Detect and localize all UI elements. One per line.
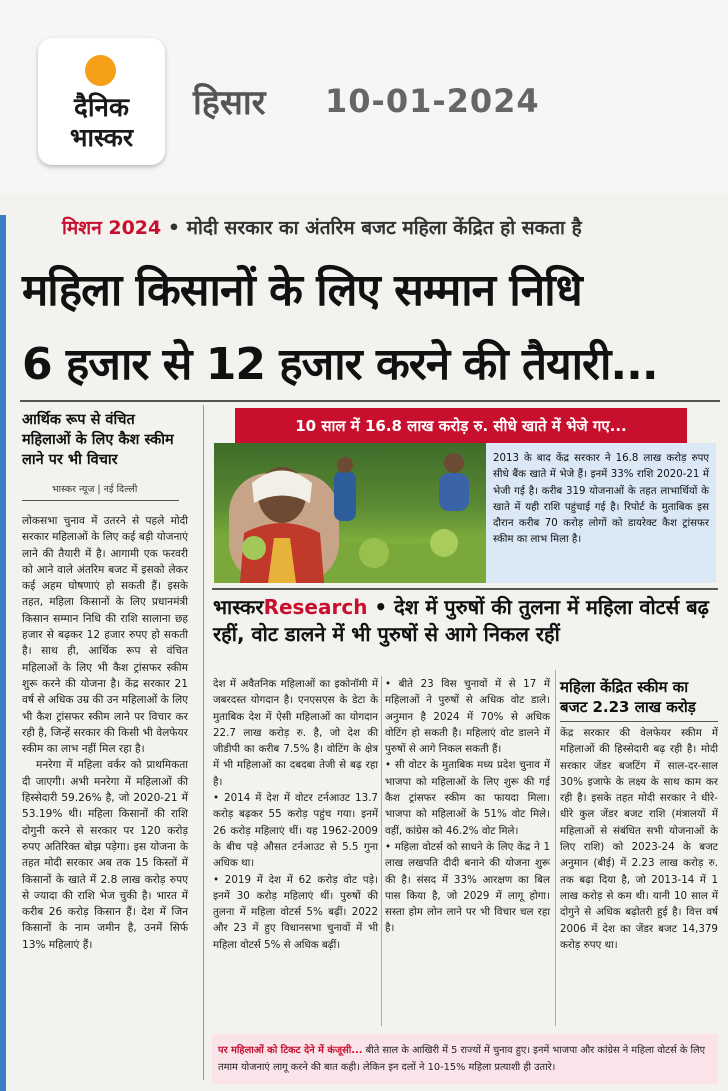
research-brand: भास्कर — [213, 595, 264, 619]
column-1-para-1: लोकसभा चुनाव में उतरने से पहले मोदी सरकार महिलाओं के लिए कई बड़ी योजनाएं लाने की तैयारी में है। आगामी एक फरवरी को आने वाले अंतरिम बजट में इसको लेकर कई अहम घोषणाएं हो सकती हैं। इसके तहत, महिला किसानों के लिए प्रधानमंत्री किसान सम्मान निधि की राशि सालाना छह हजार से बढ़कर 12 हजार रुपए हो सकती है। साथ ही, आर्थिक रूप से वंचित महिलाओं के लिए भी कैश ट्रांसफर स्कीम शुरू करने की योजना है। केंद्र सरकार 21 वर्ष से अधिक उम्र की उन महिलाओं के लिए भी कैश ट्रांसफर स्कीम लाने पर विचार कर रही है, जिन्हें सरकार की किसी भी वेलफेयर स्कीम का लाभ नहीं मिल रहा है। — [22, 515, 188, 756]
column-2-para-3: • 2019 में देश में 62 करोड़ वोट पड़े। इनमें 30 करोड़ महिलाएं थीं। पुरुषों की तुलना में महिला वोटर्स 5% बढ़ीं। 2022 और 23 में हुए विधानसभा चुनावों में भी महिला वोटर्स 5% से अधिक बढ़ीं। — [213, 873, 378, 951]
edition-city: हिसार — [193, 83, 266, 123]
headline-line-1: महिला किसानों के लिए सम्मान निधि — [22, 265, 582, 316]
column-divider — [203, 405, 204, 1080]
column-1 — [22, 513, 188, 953]
column-3-para-1: • बीते 23 विस चुनावों में से 17 में महिलाओं ने पुरुषों से अधिक वोट डाले। अनुमान है 2024 में 70% से अधिक वोटिंग हो सकती है। महिलाएं वोट डालने में पुरुषों से आगे निकल सकती हैं। — [385, 678, 550, 756]
side-heading: आर्थिक रूप से वंचित महिलाओं के लिए कैश स्कीम लाने पर भी विचार — [22, 412, 174, 468]
research-rule — [212, 588, 718, 590]
column-2-para-2: • 2014 में देश में वोटर टर्नआउट 13.7 करोड़ बढ़कर 55 करोड़ पहुंच गया। इनमें 26 करोड़ महिलाएं थीं। यह 1962-2009 के बीच पड़े औसत टर्नआउट से 5.5 गुना अधिक था। — [213, 792, 378, 870]
research-title: • देश में पुरुषों की तुलना में महिला वोटर्स बढ़ रहीं, वोट डालने में भी पुरुषों से आगे निकल रहीं — [213, 595, 709, 646]
footer-text-block — [218, 1042, 714, 1076]
dbt-info-text: 2013 के बाद केंद्र सरकार ने 16.8 लाख करोड़ रुपए सीधे बैंक खाते में भेजे हैं। इनमें 33% राशि 2020-21 में भेजी गई है। करीब 319 योजनाओं के तहत लाभार्थियों के खाते में यही राशि पहुंचाई गई है। रिपोर्ट के मुताबिक इस दौरान करीब 70 करोड़ लोगों को डायरेक्ट कैश ट्रांसफर स्कीम का लाभ मिला है। — [493, 453, 709, 546]
byline: भास्कर न्यूज | नई दिल्ली — [52, 484, 138, 495]
column-3-para-3: • महिला वोटर्स को साधने के लिए केंद्र ने 1 लाख लखपति दीदी बनाने की योजना शुरू की है। संसद में 33% आरक्षण का बिल पास किया है, जो 2029 में लागू होगा। सस्ता होम लोन लाने पर भी विचार चल रहा है। — [385, 840, 550, 935]
kicker-text: • मोदी सरकार का अंतरिम बजट महिला केंद्रित हो सकता है — [161, 217, 582, 239]
gender-budget-text: केंद्र सरकार की वेलफेयर स्कीम में महिलाओं की हिस्सेदारी बढ़ रही है। मोदी सरकार जेंडर बजटिंग में साल-दर-साल 30% इजाफे के लक्ष्य के साथ काम कर रही है। इसके तहत मोदी सरकार ने धीरे-धीरे कुल जेंडर बजट राशि (मंत्रालयों में महिलाओं से संबंधित सभी योजनाओं के लिए राशि) को 2023-24 के बजट अनुमान (बीई) में 2.23 लाख करोड़ रु. तक बढ़ा दिया है, जो 2013-14 में 1 लाख करोड़ से कम थी। यानी 10 साल में दोगुने से अधिक बढ़ोतरी हुई है। वित्त वर्ष 2006 में देश का जेंडर बजट 14,379 करोड़ रुपए था। — [560, 727, 718, 951]
footer-red-lead: पर महिलाओं को टिकट देने में कंजूसी... — [218, 1045, 363, 1056]
page-edge-bar — [0, 215, 6, 1091]
column-3 — [385, 676, 550, 937]
column-1-para-2: मनरेगा में महिला वर्कर को प्राथमिकता दी जाएगी। अभी मनरेगा में महिलाओं की हिस्सेदारी 59.26% है, जो 2020-21 में 53.19% थी। महिला किसानों की राशि दोगुनी करने से सरकार पर 120 करोड़ रुपए अतिरिक्त बोझ पड़ेगा। इस योजना के तहत मोदी सरकार अब तक 15 किस्तों में किसानों के खाते में 2.8 लाख करोड़ रुपए से ज्यादा की राशि भेज चुकी है। भारत में करीब 26 करोड़ किसान हैं। देश में जिन किसानों के नाम जमीन है, उनमें सिर्फ 13% महिलाएं हैं। — [22, 759, 188, 951]
footer-text: बीते साल के आखिरी में 5 राज्यों में चुनाव हुए। इनमें भाजपा और कांग्रेस ने महिला वोटर्स के लिए तमाम योजनाएं लागू करने की बात कही। लेकिन इन दलों ने 10-15% महिला प्रत्याशी ही उतारे। — [218, 1045, 706, 1073]
column-2 — [213, 676, 378, 953]
headline-rule — [20, 400, 720, 402]
share-header — [0, 0, 728, 195]
dbt-banner: 10 साल में 16.8 लाख करोड़ रु. सीधे खाते में भेजे गए... — [235, 408, 687, 444]
sun-icon — [85, 55, 116, 86]
byline-rule — [22, 500, 179, 501]
column-divider-3 — [555, 670, 556, 1026]
photo-illustration — [214, 443, 486, 583]
kicker — [62, 214, 582, 240]
research-heading — [213, 594, 718, 648]
dbt-info-box — [486, 443, 716, 583]
dainik-bhaskar-logo[interactable] — [38, 38, 165, 165]
box-rule — [560, 721, 718, 722]
kicker-mission: मिशन 2024 — [62, 217, 162, 239]
gender-budget-title: महिला केंद्रित स्कीम का बजट 2.23 लाख करोड़ — [560, 678, 696, 716]
headline-line-2: 6 हजार से 12 हजार करने की तैयारी... — [22, 339, 658, 390]
column-2-para-1: देश में अवैतनिक महिलाओं का इकोनॉमी में जबरदस्त योगदान है। एनएसएस के डेटा के मुताबिक देश में ऐसी महिलाओं का योगदान 22.7 लाख करोड़ रु. है, जो देश की जीडीपी का करीब 7.5% है। वोटिंग के क्षेत्र में भी महिलाओं का दबदबा तेजी से बढ़ रहा है। — [213, 678, 378, 788]
women-farmers-photo — [214, 443, 486, 583]
gender-budget-box — [560, 677, 718, 953]
footer-note — [212, 1034, 718, 1084]
column-divider-2 — [381, 676, 382, 1026]
column-3-para-2: • सी वोटर के मुताबिक मध्य प्रदेश चुनाव में भाजपा को महिलाओं के लिए शुरू की गई कैश ट्रांसफर स्कीम का फायदा मिला। भाजपा को महिलाओं के 51% वोट मिले। वहीं, कांग्रेस को 46.2% वोट मिले। — [385, 759, 550, 837]
edition-date: 10-01-2024 — [325, 82, 540, 120]
logo-line1: दैनिक — [74, 93, 129, 123]
research-word: Research — [263, 595, 368, 619]
logo-line2: भास्कर — [69, 123, 134, 152]
